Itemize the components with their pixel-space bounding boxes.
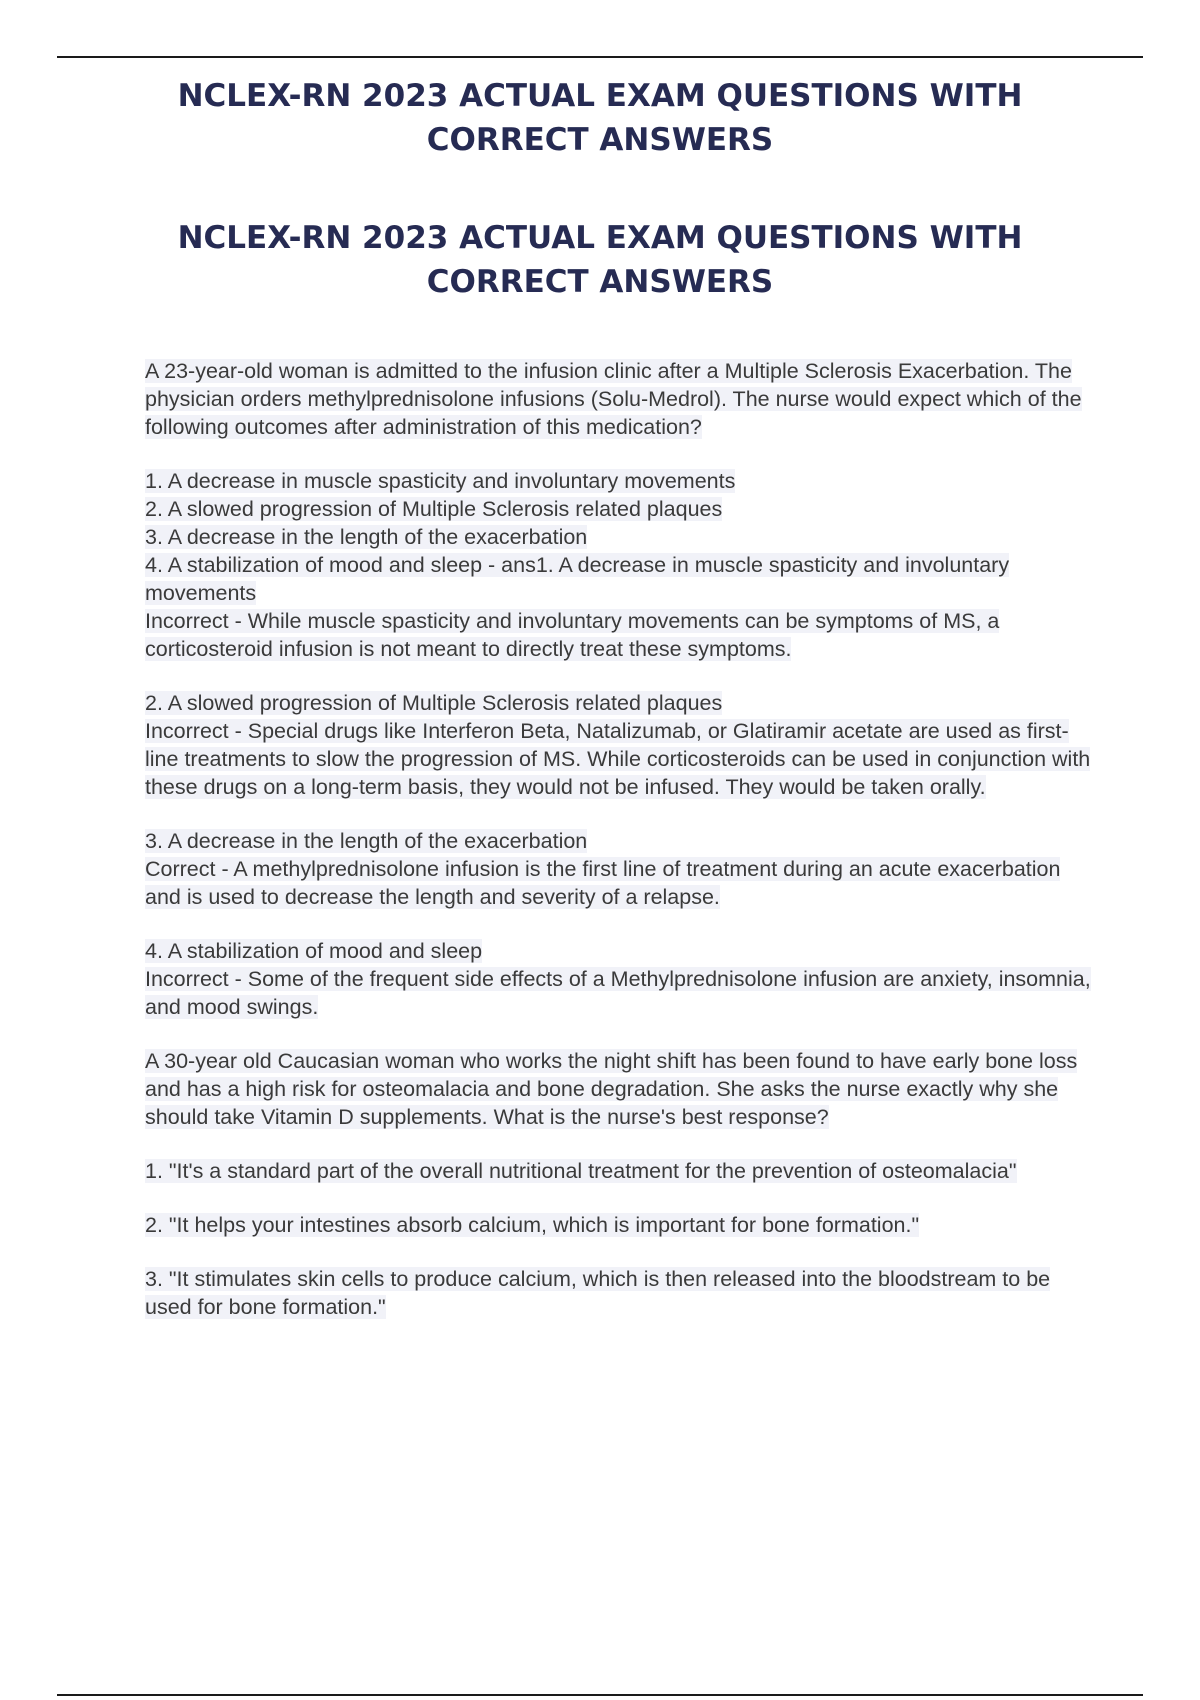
document-title-repeat: NCLEX-RN 2023 ACTUAL EXAM QUESTIONS WITH CORRECT ANSWERS <box>177 220 1023 300</box>
explanation-option: 4. A stabilization of mood and sleep <box>145 939 483 963</box>
explanation-block-2 <box>145 689 1095 801</box>
explanation-block-4 <box>145 937 1095 1021</box>
question-2-stem <box>145 1047 1095 1131</box>
option-4-with-answer: 4. A stabilization of mood and sleep - ans1. A decrease in muscle spasticity and involuntary movements <box>145 553 1010 605</box>
option-1: 1. A decrease in muscle spasticity and involuntary movements <box>145 469 736 493</box>
document-body <box>145 357 1095 1347</box>
question-text: A 30-year old Caucasian woman who works the night shift has been found to have early bone loss and has a high risk for osteomalacia and bone degradation. She asks the nurse exactly why she should take Vitamin D supplements. What is the nurse's best response? <box>145 1049 1078 1129</box>
question-2-option-1 <box>145 1157 1095 1185</box>
document-title: NCLEX-RN 2023 ACTUAL EXAM QUESTIONS WITH CORRECT ANSWERS <box>177 78 1023 158</box>
explanation-text: Incorrect - Some of the frequent side effects of a Methylprednisolone infusion are anxiety, insomnia, and mood swings. <box>145 967 1091 1019</box>
top-rule <box>57 56 1143 58</box>
option-3: 3. A decrease in the length of the exacerbation <box>145 525 588 549</box>
question-2-option-2 <box>145 1211 1095 1239</box>
explanation-option: 3. A decrease in the length of the exacerbation <box>145 829 588 853</box>
bottom-rule <box>57 1694 1143 1696</box>
question-1-stem <box>145 357 1095 441</box>
explanation-option: 2. A slowed progression of Multiple Sclerosis related plaques <box>145 691 723 715</box>
option-2: 2. A slowed progression of Multiple Sclerosis related plaques <box>145 497 723 521</box>
explanation-1: Incorrect - While muscle spasticity and involuntary movements can be symptoms of MS, a corticosteroid infusion is not meant to directly treat these symptoms. <box>145 609 1000 661</box>
explanation-text: Incorrect - Special drugs like Interferon Beta, Natalizumab, or Glatiramir acetate are used as first-line treatments to slow the progression of MS. While corticosteroids can be used in conjunction with these drugs on a long-term basis, they would not be infused. They would be taken orally. <box>145 719 1091 799</box>
question-text: A 23-year-old woman is admitted to the infusion clinic after a Multiple Sclerosis Exacerbation. The physician orders methylprednisolone infusions (Solu-Medrol). The nurse would expect which of the following outcomes after administration of this medication? <box>145 359 1082 439</box>
explanation-text: Correct - A methylprednisolone infusion is the first line of treatment during an acute exacerbation and is used to decrease the length and severity of a relapse. <box>145 857 1061 909</box>
question-2-option-3 <box>145 1265 1095 1321</box>
explanation-block-3 <box>145 827 1095 911</box>
option-3: 3. "It stimulates skin cells to produce calcium, which is then released into the bloodstream to be used for bone formation." <box>145 1267 1051 1319</box>
question-1-options <box>145 467 1095 663</box>
option-2: 2. "It helps your intestines absorb calcium, which is important for bone formation." <box>145 1213 920 1237</box>
option-1: 1. "It's a standard part of the overall nutritional treatment for the prevention of osteomalacia" <box>145 1159 1017 1183</box>
